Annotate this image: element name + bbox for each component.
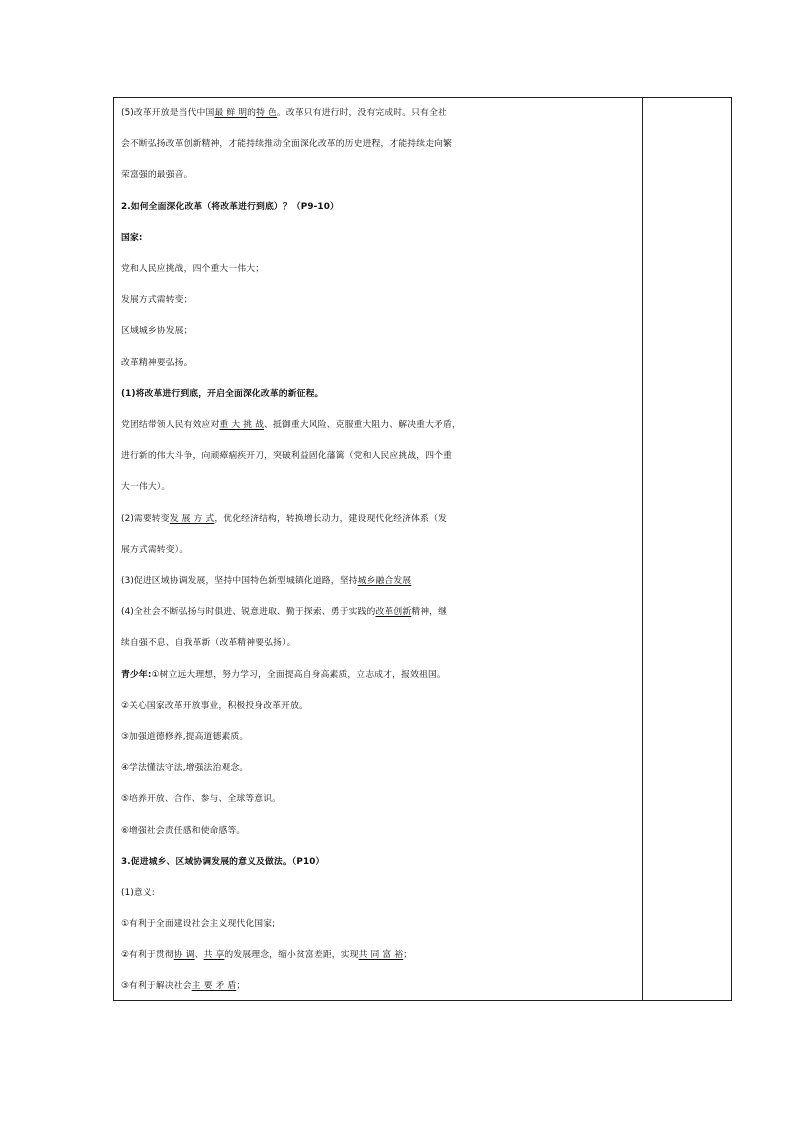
- text-line: 青少年:①树立远大理想，努力学习，全面提高自身高素质，立志成才，报效祖国。: [121, 670, 446, 680]
- question-heading: 2.如何全面深化改革（将改革进行到底）？（P9-10）: [121, 202, 339, 212]
- section-label: 青少年:: [121, 670, 152, 680]
- text-line: 展方式需转变）。: [121, 545, 189, 555]
- text-line: (3)促进区域协调发展，坚持中国特色新型城镇化道路，坚持城乡融合发展: [121, 576, 412, 586]
- underlined-term: 协 调: [173, 950, 195, 960]
- text-line: 进行新的伟大斗争，向顽瘴痼疾开刀，突破利益固化藩篱（党和人民应挑战，四个重: [121, 451, 453, 461]
- text-line: 大一伟大）。: [121, 482, 171, 492]
- underlined-term: 最 鲜 明: [214, 108, 248, 118]
- text-line: 区域城乡协发展；: [121, 326, 193, 336]
- section-label: 国家:: [121, 233, 143, 243]
- content-table: [113, 97, 732, 1001]
- underlined-term: 主 要 矛 盾: [191, 981, 237, 991]
- question-heading: 3.促进城乡、区域协调发展的意义及做法。（P10）: [121, 857, 325, 867]
- text-line: (1)意义:: [121, 888, 155, 898]
- text-line: ③加强道德修养,提高道德素质。: [121, 732, 249, 742]
- text-line: ⑤培养开放、合作、参与、全球等意识。: [121, 794, 282, 804]
- text-line: ②有利于贯彻协 调、共 享的发展理念，缩小贫富差距，实现共 同 富 裕；: [121, 950, 413, 960]
- underlined-term: 共 享: [203, 950, 225, 960]
- underlined-term: 共 同 富 裕: [358, 950, 404, 960]
- text-line: 党团结带领人民有效应对重 大 挑 战、抵御重大风险、克服重大阻力、解决重大矛盾，: [121, 420, 461, 430]
- underlined-term: 重 大 挑 战: [219, 420, 265, 430]
- underlined-term: 改革创新: [375, 607, 412, 617]
- text-line: (5)改革开放是当代中国最 鲜 明的特 色。改革只有进行时，没有完成时。只有全社: [121, 108, 447, 118]
- underlined-term: 特 色: [256, 108, 277, 118]
- text-line: 改革精神要弘扬。: [121, 358, 193, 368]
- underlined-term: 城乡融合发展: [357, 576, 412, 586]
- text-line: 发展方式需转变；: [121, 295, 193, 305]
- text-line: (4)全社会不断弘扬与时俱进、锐意进取、勤于探索、勇于实践的改革创新精神，继: [121, 607, 448, 617]
- text-line: 会不断弘扬改革创新精神，才能持续推动全面深化改革的历史进程，才能持续走向繁: [121, 139, 453, 149]
- text-line: 续自强不息、自我革新（改革精神要弘扬）。: [121, 638, 296, 648]
- text-line: ⑥增强社会责任感和使命感等。: [121, 826, 246, 836]
- text-line: 荣富强的最强音。: [121, 170, 193, 180]
- underlined-term: 发 展 方 式: [169, 514, 215, 524]
- text-line: ①有利于全面建设社会主义现代化国家;: [121, 919, 276, 929]
- column-divider: [642, 98, 643, 1000]
- text-line: ②关心国家改革开放事业，积极投身改革开放。: [121, 701, 308, 711]
- text-line: ④学法懂法守法,增强法治观念。: [121, 763, 249, 773]
- text-line: ③有利于解决社会主 要 矛 盾；: [121, 981, 246, 991]
- text-line: 党和人民应挑战，四个重大一伟大；: [121, 264, 265, 274]
- text-line: (2)需要转变发 展 方 式，优化经济结构，转换增长动力，建设现代化经济体系（发: [121, 514, 447, 524]
- point-heading: (1)将改革进行到底，开启全面深化改革的新征程。: [121, 389, 324, 399]
